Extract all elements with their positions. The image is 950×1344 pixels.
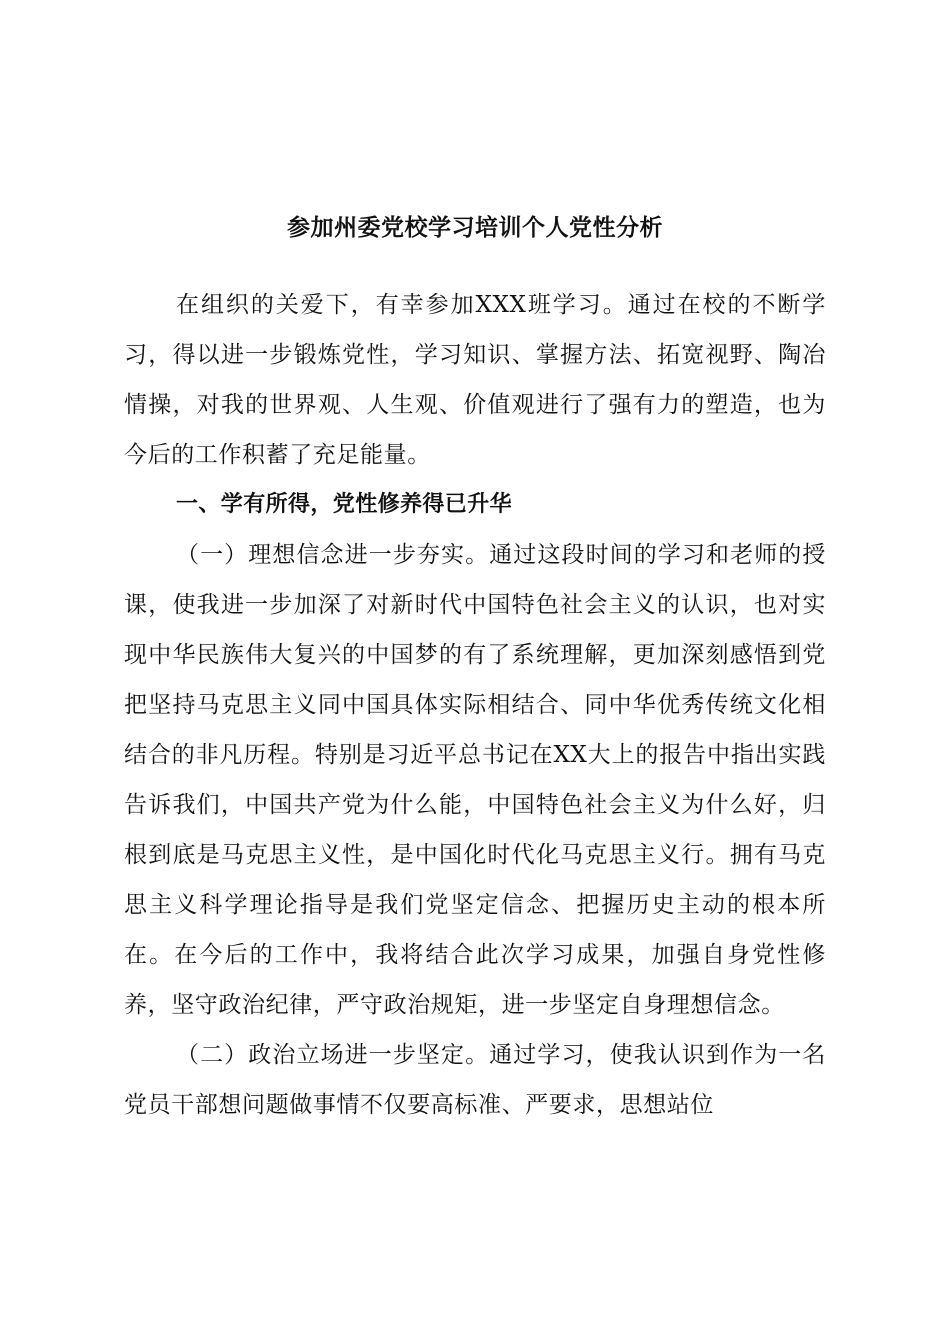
document-title: 参加州委党校学习培训个人党性分析 (287, 215, 663, 241)
intro-paragraph: 在组织的关爱下，有幸参加XXX班学习。通过在校的不断学习，得以进一步锻炼党性，学习知识、掌握方法、拓宽视野、陶冶情操，对我的世界观、人生观、价值观进行了强有力的塑造，也为今后的工作积蓄了充足能量。 (124, 292, 826, 468)
document-body (124, 280, 826, 1130)
subsection-paragraph-2: （二）政治立场进一步坚定。通过学习，使我认识到作为一名党员干部想问题做事情不仅要高标准、严要求，思想站位 (124, 1042, 826, 1118)
section-heading-1: 一、学有所得，党性修养得已升华 (176, 492, 513, 517)
subsection-paragraph-1: （一）理想信念进一步夯实。通过这段时间的学习和老师的授课，使我进一步加深了对新时代中国特色社会主义的认识，也对实现中华民族伟大复兴的中国梦的有了系统理解，更加深刻感悟到党把坚持马克思主义同中国具体实际相结合、同中华优秀传统文化相结合的非凡历程。特别是习近平总书记在XX大上的报告中指出实践告诉我们，中国共产党为什么能，中国特色社会主义为什么好，归根到底是马克思主义性，是中国化时代化马克思主义行。拥有马克思主义科学理论指导是我们党坚定信念、把握历史主动的根本所在。在今后的工作中，我将结合此次学习成果，加强自身党性修养，坚守政治纪律，严守政治规矩，进一步坚定自身理想信念。 (124, 542, 826, 1018)
